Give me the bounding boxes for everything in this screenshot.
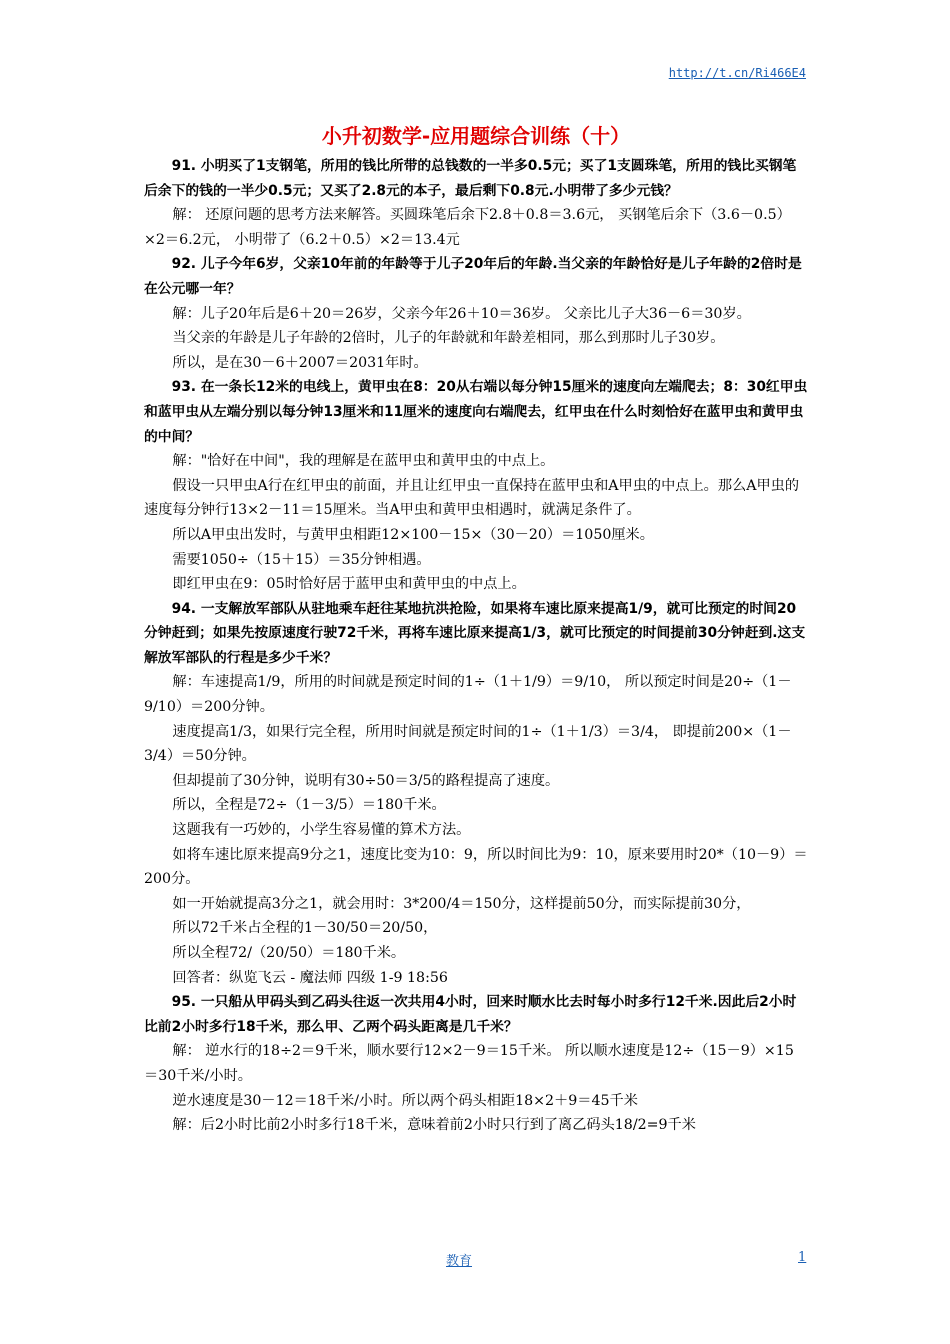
answer-paragraph: 如将车速比原来提高9分之1，速度比变为10：9，所以时间比为9：10，原来要用时20*（10－9）＝200分。 (144, 846, 808, 888)
page-number[interactable]: 1 (798, 1250, 807, 1265)
answer-paragraph: 但却提前了30分钟，说明有30÷50＝3/5的路程提高了速度。 (172, 772, 560, 789)
answer-paragraph: 所以，是在30－6＋2007＝2031年时。 (172, 354, 428, 371)
answer-paragraph: 解： 还原问题的思考方法来解答。买圆珠笔后余下2.8＋0.8＝3.6元， 买钢笔后余下（3.6－0.5）×2＝6.2元， 小明带了（6.2＋0.5）×2＝13.4元 (144, 207, 791, 248)
answer-paragraph: 解：儿子20年后是6＋20＝26岁，父亲今年26＋10＝36岁。 父亲比儿子大36－6＝30岁。 (172, 305, 751, 322)
answer-paragraph: 如一开始就提高3分之1，就会用时：3*200/4＝150分，这样提前50分，而实际提前30分， (172, 895, 751, 912)
question-paragraph: 92. 儿子今年6岁，父亲10年前的年龄等于儿子20年后的年龄.当父亲的年龄恰好是儿子年龄的2倍时是在公元哪一年？ (144, 256, 802, 297)
answer-paragraph: 所以A甲虫出发时，与黄甲虫相距12×100－15×（30－20）＝1050厘米。 (172, 526, 654, 543)
answer-paragraph: 所以72千米占全程的1－30/50＝20/50， (172, 920, 438, 937)
question-paragraph: 94. 一支解放军部队从驻地乘车赶往某地抗洪抢险，如果将车速比原来提高1/9，就可比预定的时间20分钟赶到；如果先按原速度行驶72千米，再将车速比原来提高1/3，就可比预定的时间提前30分钟赶到.这支解放军部队的行程是多少千米？ (144, 600, 806, 666)
document-body (144, 120, 808, 1138)
answer-paragraph: 假设一只甲虫A行在红甲虫的前面，并且让红甲虫一直保持在蓝甲虫和A甲虫的中点上。那么A甲虫的速度每分钟行13×2－11＝15厘米。当A甲虫和黄甲虫相遇时，就满足条件了。 (144, 477, 800, 519)
page-title: 小升初数学-应用题综合训练（十） (321, 124, 631, 148)
answer-paragraph: 所以，全程是72÷（1－3/5）＝180千米。 (172, 797, 446, 814)
footer-link[interactable]: 教育 (446, 1254, 473, 1269)
answer-paragraph: 回答者：纵览飞云 - 魔法师 四级 1-9 18:56 (172, 969, 448, 986)
question-paragraph: 95. 一只船从甲码头到乙码头往返一次共用4小时，回来时顺水比去时每小时多行12千米.因此后2小时比前2小时多行18千米，那么甲、乙两个码头距离是几千米？ (144, 994, 797, 1035)
answer-paragraph: 所以全程72/（20/50）＝180千米。 (172, 945, 406, 961)
paragraph-list (144, 154, 808, 1138)
answer-paragraph: 需要1050÷（15＋15）＝35分钟相遇。 (172, 551, 431, 568)
question-paragraph: 91. 小明买了1支钢笔，所用的钱比所带的总钱数的一半多0.5元；买了1支圆珠笔，所用的钱比买钢笔后余下的钱的一半少0.5元；又买了2.8元的本子，最后剩下0.8元.小明带了多少元钱？ (144, 158, 797, 199)
answer-paragraph: 解：车速提高1/9，所用的时间就是预定时间的1÷（1＋1/9）＝9/10， 所以预定时间是20÷（1－9/10）＝200分钟。 (144, 674, 792, 716)
answer-paragraph: 逆水速度是30－12＝18千米/小时。所以两个码头相距18×2＋9＝45千米 (172, 1092, 638, 1109)
answer-paragraph: 解： 逆水行的18÷2＝9千米，顺水要行12×2－9＝15千米。 所以顺水速度是12÷（15－9）×15＝30千米/小时。 (144, 1043, 794, 1084)
answer-paragraph: 这题我有一巧妙的，小学生容易懂的算术方法。 (172, 822, 471, 839)
answer-paragraph: 解："恰好在中间"，我的理解是在蓝甲虫和黄甲虫的中点上。 (172, 453, 555, 470)
question-paragraph: 93. 在一条长12米的电线上，黄甲虫在8：20从右端以每分钟15厘米的速度向左端爬去；8：30红甲虫和蓝甲虫从左端分别以每分钟13厘米和11厘米的速度向右端爬去，红甲虫在什么时刻恰好在蓝甲虫和黄甲虫的中间？ (144, 379, 808, 445)
answer-paragraph: 即红甲虫在9：05时恰好居于蓝甲虫和黄甲虫的中点上。 (172, 576, 526, 593)
header-link[interactable]: http://t.cn/Ri466E4 (668, 66, 806, 80)
answer-paragraph: 解：后2小时比前2小时多行18千米，意味着前2小时只行到了离乙码头18/2=9千米 (172, 1117, 696, 1134)
answer-paragraph: 速度提高1/3，如果行完全程，所用时间就是预定时间的1÷（1＋1/3）＝3/4， 即提前200×（1－3/4）＝50分钟。 (144, 723, 792, 765)
answer-paragraph: 当父亲的年龄是儿子年龄的2倍时，儿子的年龄就和年龄差相同，那么到那时儿子30岁。 (172, 330, 725, 347)
